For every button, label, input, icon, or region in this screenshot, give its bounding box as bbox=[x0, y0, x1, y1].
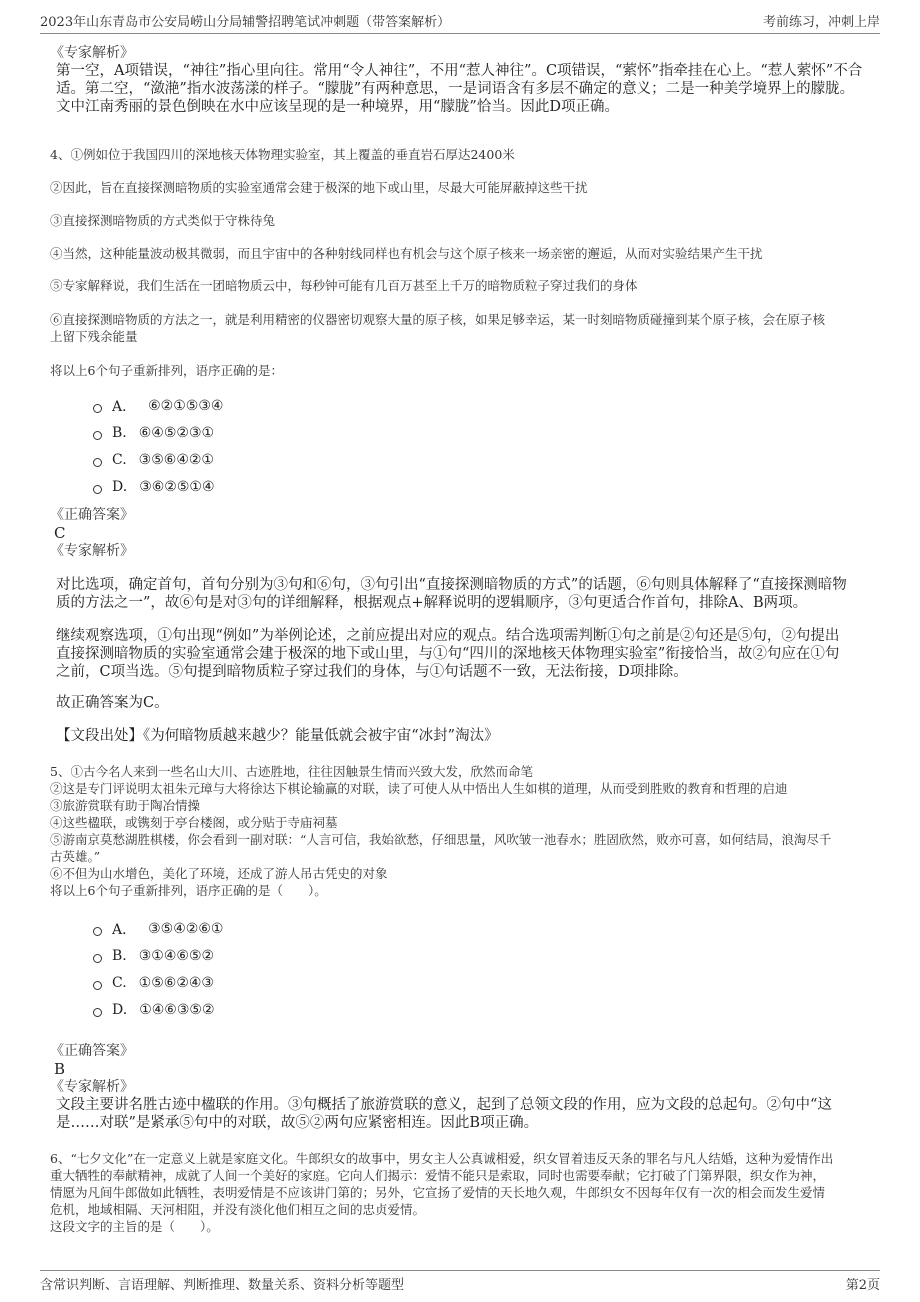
q5-answer bbox=[50, 1042, 876, 1132]
conclusion: 故正确答案为C。 bbox=[56, 695, 169, 711]
question-text: 危机，地域相隔、天河相阻，并没有淡化他们相互之间的忠贞爱情。 bbox=[50, 1202, 426, 1217]
sentence: ⑥不但为山水增色，美化了环境，还成了游人吊古凭史的对象 bbox=[50, 866, 388, 881]
sentence: 4、①例如位于我国四川的深地核天体物理实验室，其上覆盖的垂直岩石厚达2400米 bbox=[50, 147, 515, 162]
sentence: 上留下残余能量 bbox=[50, 329, 138, 344]
explanation-line: 适。第二空，“潋滟”指水波荡漾的样子。“朦胧”有两种意思，一是词语含有多层不确定的意义；二是一种美学境界上的朦胧。 bbox=[56, 81, 855, 97]
page-header bbox=[40, 8, 880, 34]
expert-analysis-label: 《专家解析》 bbox=[50, 543, 134, 559]
option-d[interactable]: D. ①④⑥③⑤② bbox=[93, 1001, 215, 1019]
option-b[interactable]: B. ⑥④⑤②③① bbox=[93, 424, 214, 442]
sentence: 5、①古今名人来到一些名山大川、古迹胜地，往往因触景生情而兴致大发，欣然而命笔 bbox=[50, 764, 533, 779]
option-c[interactable]: C. ①⑤⑥②④③ bbox=[93, 974, 214, 992]
question-text: 重大牺牲的奉献精神，成就了人间一个美好的家庭。它向人们揭示：爱情不能只是索取，同时也需要奉献；它打破了门第界限，织女作为神， bbox=[50, 1168, 826, 1183]
sentence: ②因此，旨在直接探测暗物质的实验室通常会建于极深的地下或山里，尽最大可能屏蔽掉这些干扰 bbox=[50, 180, 588, 195]
explanation-line: 文段主要讲名胜古迹中楹联的作用。③句概括了旅游赏联的意义，起到了总领文段的作用，应为文段的总起句。②句中“这 bbox=[56, 1097, 832, 1113]
explanation-line: 对比选项，确定首句，首句分别为③句和⑥句，③句引出“直接探测暗物质的方式”的话题，⑥句则具体解释了“直接探测暗物 bbox=[56, 577, 847, 593]
source-citation: 【文段出处】《为何暗物质越来越少？能量低就会被宇宙“冰封”淘汰》 bbox=[56, 728, 499, 744]
sentence: ⑤专家解释说，我们生活在一团暗物质云中，每秒钟可能有几百万甚至上千万的暗物质粒子穿过我们的身体 bbox=[50, 278, 638, 293]
explanation-line: 质的方法之一”，故⑥句是对③句的详细解释，根据观点+解释说明的逻辑顺序，③句更适合作首句，排除A、B两项。 bbox=[56, 595, 808, 611]
option-d[interactable]: D. ③⑥②⑤①④ bbox=[93, 478, 215, 496]
radio-icon[interactable] bbox=[93, 981, 102, 990]
footer-text: 含常识判断、言语理解、判断推理、数量关系、资料分析等题型 bbox=[40, 1278, 405, 1293]
q4-answer bbox=[50, 506, 876, 560]
question-prompt: 将以上6个句子重新排列，语序正确的是： bbox=[50, 363, 283, 378]
sentence: ⑥直接探测暗物质的方法之一，就是利用精密的仪器密切观察大量的原子核，如果足够幸运，某一时刻暗物质碰撞到某个原子核，会在原子核 bbox=[50, 312, 826, 327]
radio-icon[interactable] bbox=[93, 1008, 102, 1017]
sentence: ③直接探测暗物质的方式类似于守株待兔 bbox=[50, 213, 276, 228]
question-prompt: 这段文字的主旨的是（ ）。 bbox=[50, 1219, 219, 1234]
sentence: ④这些楹联，或镌刻于亭台楼阁，或分贴于寺庙祠墓 bbox=[50, 815, 338, 830]
expert-analysis-label: 《专家解析》 bbox=[50, 1079, 134, 1095]
sentence: ③旅游赏联有助于陶冶情操 bbox=[50, 798, 201, 813]
question-5 bbox=[50, 763, 876, 899]
sentence: ⑤游南京莫愁湖胜棋楼，你会看到一副对联：“人言可信，我始欲愁，仔细思量，风吹皱一池春水；胜固欣然，败亦可喜，如何结局，浪淘尽千 bbox=[50, 832, 832, 847]
page-footer bbox=[40, 1270, 880, 1296]
explanation-line: 继续观察选项，①句出现“例如”为举例论述，之前应提出对应的观点。结合选项需判断①句之前是②句还是⑤句，②句提出 bbox=[56, 628, 840, 644]
q4-explanation-2 bbox=[56, 627, 876, 681]
radio-icon[interactable] bbox=[93, 485, 102, 494]
radio-icon[interactable] bbox=[93, 927, 102, 936]
explanation-line: 第一空，A项错误，“神往”指心里向往。常用“令人神往”，不用“惹人神往”。C项错误，“萦怀”指牵挂在心上。“惹人萦怀”不合 bbox=[56, 63, 863, 79]
radio-icon[interactable] bbox=[93, 431, 102, 440]
option-a[interactable]: A． ⑥②①⑤③④ bbox=[93, 397, 223, 415]
page-number: 第2页 bbox=[845, 1278, 880, 1293]
q4-explanation bbox=[56, 576, 876, 612]
option-a[interactable]: A． ③⑤④②⑥① bbox=[93, 920, 223, 938]
header-slogan: 考前练习，冲刺上岸 bbox=[762, 15, 880, 30]
correct-answer-label: 《正确答案》 bbox=[50, 507, 134, 523]
explanation-line: 文中江南秀丽的景色倒映在水中应该呈现的是一种境界，用“朦胧”恰当。因此D项正确。 bbox=[56, 99, 619, 115]
correct-answer: C bbox=[54, 524, 66, 542]
question-4 bbox=[50, 146, 876, 163]
explanation-line: 是……对联”是紧承⑤句中的对联，故⑤②两句应紧密相连。因此B项正确。 bbox=[56, 1115, 539, 1131]
correct-answer-label: 《正确答案》 bbox=[50, 1043, 134, 1059]
doc-title: 2023年山东青岛市公安局崂山分局辅警招聘笔试冲刺题（带答案解析） bbox=[40, 15, 451, 30]
question-6 bbox=[50, 1150, 876, 1235]
explanation-line: 之前，C项当选。⑤句提到暗物质粒子穿过我们的身体，与①句话题不一致，无法衔接，D项排除。 bbox=[56, 664, 688, 680]
sentence: ④当然，这种能量波动极其微弱，而且宇宙中的各种射线同样也有机会与这个原子核来一场亲密的邂逅，从而对实验结果产生干扰 bbox=[50, 246, 763, 261]
question-text: 6、“七夕文化”在一定意义上就是家庭文化。牛郎织女的故事中，男女主人公真诚相爱，织女冒着违反天条的罪名与凡人结婚，这种为爱情作出 bbox=[50, 1151, 834, 1166]
explanation-line: 直接探测暗物质的实验室通常会建于极深的地下或山里，与①句“四川的深地核天体物理实验室”衔接恰当，故②句应在①句 bbox=[56, 646, 840, 662]
radio-icon[interactable] bbox=[93, 404, 102, 413]
option-c[interactable]: C. ③⑤⑥④②① bbox=[93, 451, 214, 469]
sentence: ②这是专门评说明太祖朱元璋与大将徐达下棋论输赢的对联，读了可使人从中悟出人生如棋的道理，从而受到胜败的教育和哲理的启迪 bbox=[50, 781, 788, 796]
option-b[interactable]: B. ③①④⑥⑤② bbox=[93, 947, 214, 965]
radio-icon[interactable] bbox=[93, 458, 102, 467]
correct-answer: B bbox=[54, 1060, 66, 1078]
expert-analysis-label: 《专家解析》 bbox=[50, 45, 134, 61]
radio-icon[interactable] bbox=[93, 954, 102, 963]
question-prompt: 将以上6个句子重新排列，语序正确的是（ ）。 bbox=[50, 883, 327, 898]
sentence: 古英雄。” bbox=[50, 849, 101, 864]
q3-explanation bbox=[50, 44, 876, 116]
question-text: 情愿为凡间牛郎做如此牺牲，表明爱情是不应该讲门第的；另外，它宣扬了爱情的天长地久观，牛郎织女不因每年仅有一次的相会而发生爱情 bbox=[50, 1185, 826, 1200]
